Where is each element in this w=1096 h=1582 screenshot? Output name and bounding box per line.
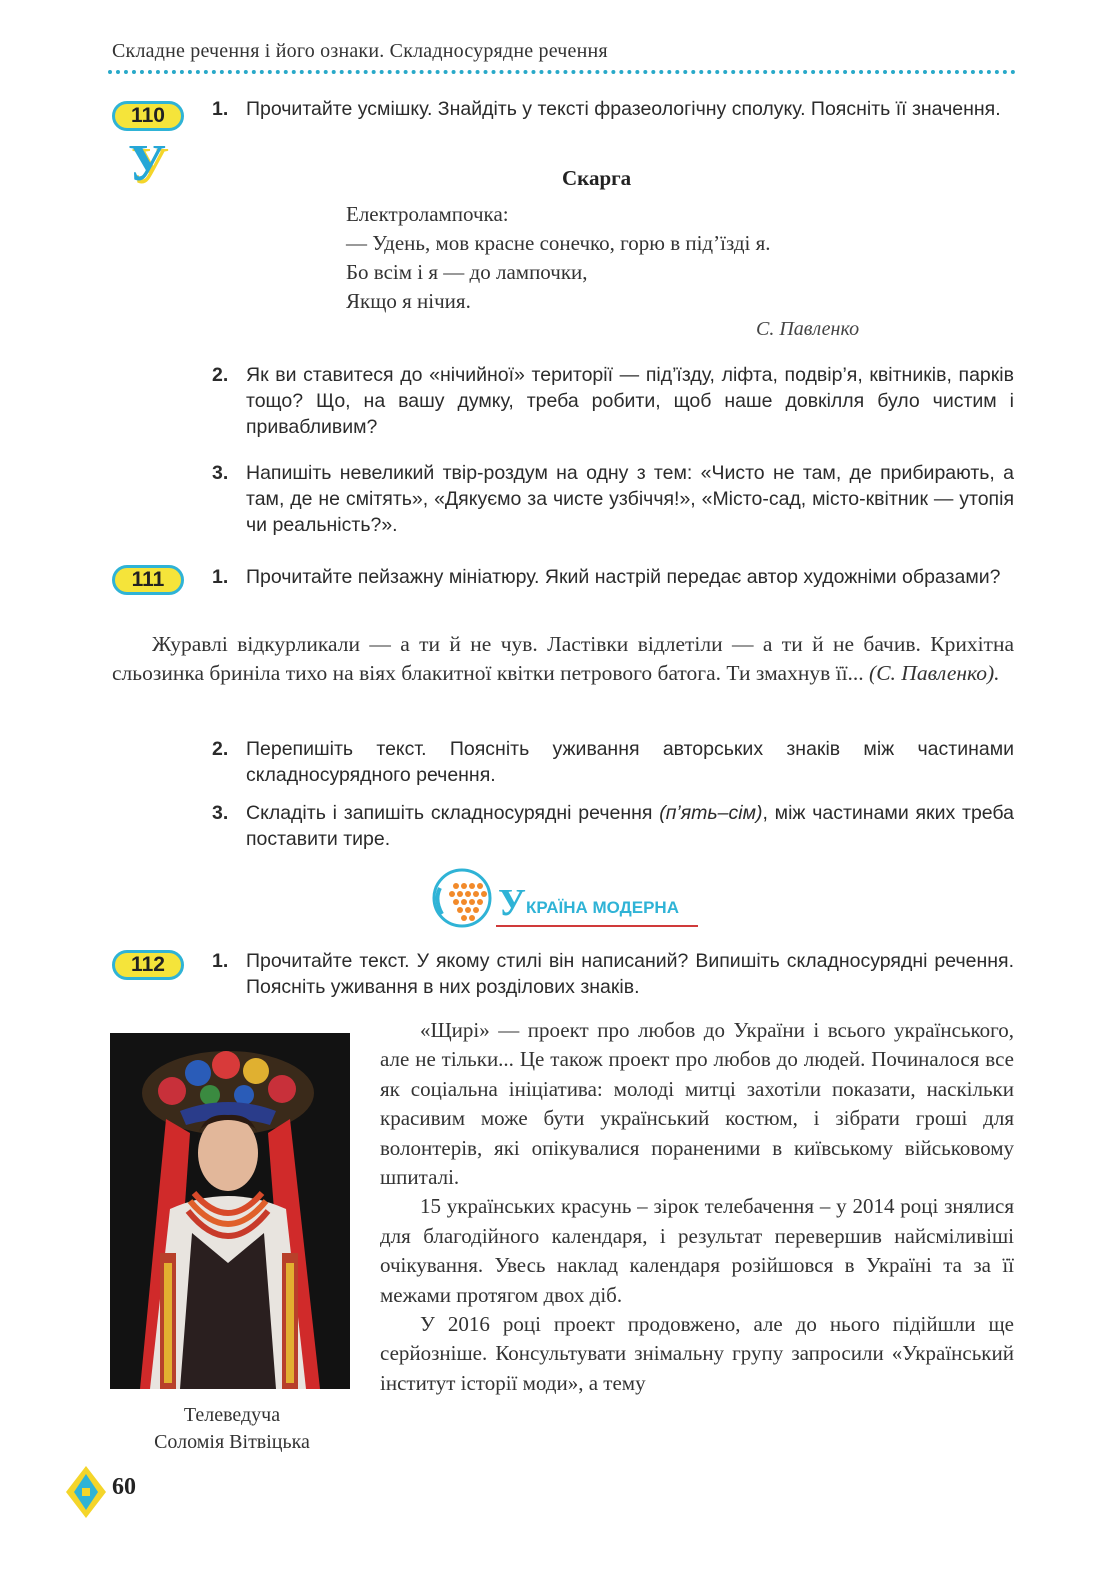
running-header: Складне речення і його ознаки. Складносурядне речення <box>112 40 608 62</box>
article-paragraph: У 2016 році проект продовжено, але до нього підійшли ще серйозніше. Консультувати знімальну групу запросили «Український інститут історії моди», а тему <box>380 1312 1014 1395</box>
task-text: Прочитайте усмішку. Знайдіть у тексті фразеологічну сполуку. Поясніть її значення. <box>246 98 1001 120</box>
article-paragraph: «Щирі» — проект про любов до України і всього українського, але не тільки... Це також проект про любов до людей. Починалося все як соціальна ініціатива: молоді митці захотіли показати, наскільки красивим може бути український костюм, і зібрати гроші для волонтерів, які опікувалися пораненими в київському військовому шпиталі. <box>380 1018 1014 1190</box>
task-item <box>212 736 1014 788</box>
miniature-text <box>112 630 1014 688</box>
miniature-author: (С. Павленко). <box>869 661 1000 685</box>
poem-line: — Удень, мов красне сонечко, горю в під’їзді я. <box>346 231 771 255</box>
task-text: Напишіть невеликий твір-роздум на одну з тем: «Чисто не там, де прибирають, а там, де не смітять», «Дякуємо за чисте узбіччя!», «Місто-сад, місто-квітник — утопія чи реальність?». <box>246 462 1014 536</box>
poem-line: Бо всім і я — до лампочки, <box>346 260 588 284</box>
poem-author: С. Павленко <box>756 318 860 340</box>
task-number: 3. <box>212 802 229 824</box>
caption-line: Телеведуча <box>183 1404 281 1426</box>
task-item <box>212 460 1014 538</box>
page-number: 60 <box>112 1474 136 1500</box>
task-hint: (п’ять–сім) <box>659 802 763 824</box>
oral-task-mark: У <box>128 135 167 192</box>
task-text: Перепишіть текст. Поясніть уживання авторських знаків між частинами складносурядного речення. <box>246 738 1014 786</box>
task-number: 2. <box>212 738 229 760</box>
task-text-part: Складіть і запишіть складносурядні речення <box>246 802 653 824</box>
task-item <box>212 96 1014 122</box>
poem-line: Електролампочка: <box>346 202 509 226</box>
task-text <box>212 800 1014 852</box>
article-text <box>380 1016 1014 1398</box>
exercise-number-badge: 112 <box>112 950 184 980</box>
section-banner <box>426 866 702 934</box>
task-number: 1. <box>212 566 229 588</box>
task-number: 3. <box>212 462 229 484</box>
ornament-icon <box>64 1464 108 1520</box>
exercise-number-badge: 110 <box>112 101 184 131</box>
exercise-number-badge: 111 <box>112 565 184 595</box>
task-text: Як ви ставитеся до «нічийної» території — під’їзду, ліфта, подвір’я, квітників, парків тощо? Що, на вашу думку, треба робити, щоб наше довкілля було чистим і привабливим? <box>246 364 1014 438</box>
task-number: 1. <box>212 950 229 972</box>
poem-title: Скарга <box>562 166 632 190</box>
task-text: Прочитайте пейзажну мініатюру. Який настрій передає автор художніми образами? <box>246 566 1001 588</box>
task-text-part: , між частинами яких треба поставити тире. <box>246 802 1014 850</box>
task-number: 1. <box>212 98 229 120</box>
photo-caption <box>110 1402 354 1456</box>
banner-title: КРАЇНА МОДЕРНА <box>526 898 679 917</box>
task-item <box>212 564 1014 590</box>
task-item <box>212 362 1014 440</box>
task-text: Прочитайте текст. У якому стилі він написаний? Випишіть складносурядні речення. Поясніть уживання в них розділових знаків. <box>246 950 1014 998</box>
banner-initial: У <box>498 882 526 924</box>
woman-in-traditional-costume-image <box>110 1033 350 1389</box>
task-item <box>212 948 1014 1000</box>
task-number: 2. <box>212 364 229 386</box>
miniature-body: Журавлі відкурликали — а ти й не чув. Ластівки відлетіли — а ти й не бачив. Крихітна сльозинка бриніла тихо на віях блакитної квітки петрового батога. Ти змахнув її... <box>112 632 1014 685</box>
poem <box>346 200 771 316</box>
caption-line: Соломія Вітвіцька <box>154 1431 310 1453</box>
header-divider <box>108 70 1016 74</box>
article-paragraph: 15 українських красунь – зірок телебачення – у 2014 році знялися для благодійного календаря, і результат перевершив найсміливіші очікування. Увесь наклад календаря розійшовся в Україні та за її межами протягом двох діб. <box>380 1194 1014 1307</box>
portrait-photo <box>110 1033 350 1389</box>
task-item <box>212 800 1014 852</box>
poem-line: Якщо я нічия. <box>346 289 471 313</box>
